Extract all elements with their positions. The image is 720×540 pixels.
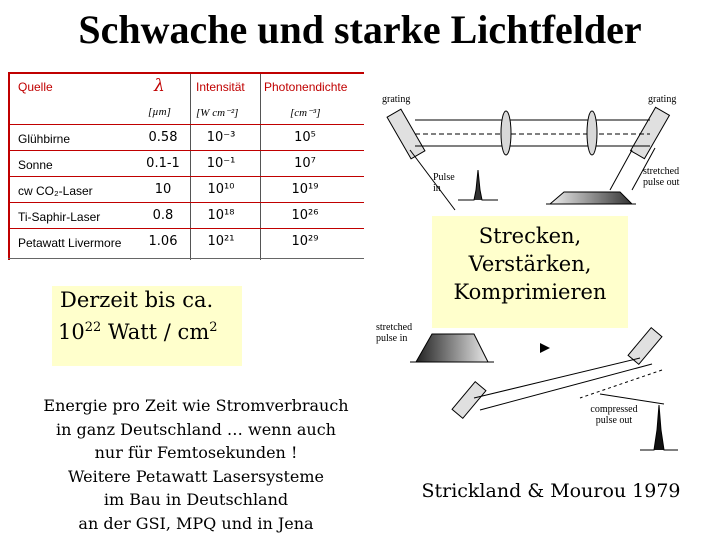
energy-description (26, 394, 366, 535)
column-separator (260, 74, 261, 260)
citation: Strickland & Mourou 1979 (421, 480, 681, 502)
cell-intensity: 10¹⁸ (207, 208, 235, 223)
row-separator (8, 176, 364, 177)
intensity-record-box (52, 286, 242, 366)
compressed-pulse-out-icon (640, 405, 678, 450)
intensity-unit-exponent: 2 (209, 320, 218, 335)
intensity-record-line1: Derzeit bis ca. (60, 288, 214, 312)
cell-photon: 10¹⁹ (291, 182, 319, 197)
lens-icon (501, 111, 511, 155)
stretched-pulse-in-icon (416, 334, 488, 362)
cell-photon: 10⁷ (294, 156, 316, 171)
energy-line: in ganz Deutschland … wenn auch (56, 419, 336, 439)
cpa-diagram (370, 80, 715, 470)
light-source-table (8, 72, 364, 260)
page-title: Schwache und starke Lichtfelder (78, 7, 642, 52)
energy-line: an der GSI, MPQ und in Jena (78, 513, 314, 533)
compressor-grating-icon (628, 328, 662, 365)
header-source: Quelle (18, 80, 53, 94)
row-name: Petawatt Livermore (18, 236, 122, 250)
lens-icon (587, 111, 597, 155)
row-separator (8, 228, 364, 229)
label-pulse-in: Pulse in (433, 172, 455, 194)
label-compressed-pulse-out: compressed pulse out (590, 404, 638, 426)
label-grating-left: grating (382, 94, 411, 105)
row-separator (8, 202, 364, 203)
pulse-in-icon (458, 170, 498, 200)
unit-photon: [cm⁻³] (290, 107, 321, 119)
cpa-step-amplify: Verstärken, (468, 252, 592, 276)
header-lambda: λ (154, 76, 165, 96)
header-photon-density: Photonendichte (264, 80, 348, 94)
cell-photon: 10⁵ (294, 130, 316, 145)
row-separator (8, 150, 364, 151)
cell-photon: 10²⁹ (291, 234, 319, 249)
cell-intensity: 10⁻¹ (206, 156, 236, 171)
row-separator (8, 124, 364, 125)
label-stretched-pulse-in: stretched pulse in (376, 322, 413, 344)
table-bottom-rule (8, 258, 364, 259)
cell-lambda: 10 (154, 182, 172, 197)
right-grating-icon (631, 107, 670, 158)
energy-line: Energie pro Zeit wie Stromverbrauch (43, 396, 349, 415)
stretched-pulse-out-icon (550, 192, 632, 204)
row-name: Sonne (18, 158, 53, 172)
intensity-exponent: 22 (84, 320, 102, 335)
header-intensity: Intensität (196, 80, 245, 94)
cell-lambda: 1.06 (148, 234, 178, 249)
arrow-icon (540, 343, 550, 353)
label-stretched-pulse-out: stretched pulse out (643, 166, 680, 188)
beam-line (610, 150, 632, 190)
unit-intensity: [W cm⁻²] (196, 107, 239, 119)
cpa-step-stretch: Strecken, (478, 224, 582, 248)
unit-lambda: [µm] (148, 106, 171, 118)
cell-intensity: 10¹⁰ (207, 182, 235, 197)
cell-lambda: 0.8 (152, 208, 174, 223)
compressor-grating-icon (452, 382, 486, 419)
energy-line: im Bau in Deutschland (103, 490, 289, 509)
energy-line: nur für Femtosekunden ! (94, 443, 298, 462)
row-name: Ti-Saphir-Laser (18, 210, 101, 224)
table-top-rule (8, 72, 364, 74)
row-name: cw CO₂-Laser (18, 184, 93, 198)
cell-intensity: 10⁻³ (206, 130, 236, 145)
table-left-rule (8, 72, 10, 260)
cell-photon: 10²⁶ (291, 208, 319, 223)
column-separator (190, 74, 191, 260)
cell-intensity: 10²¹ (207, 234, 235, 249)
cpa-step-compress: Komprimieren (453, 280, 607, 304)
row-name: Glühbirne (18, 132, 71, 146)
intensity-record-line2 (58, 320, 218, 344)
intensity-unit: Watt / cm (107, 320, 210, 344)
cell-lambda: 0.1-1 (146, 156, 180, 171)
cell-lambda: 0.58 (148, 130, 178, 145)
intensity-base: 10 (58, 320, 85, 344)
label-grating-right: grating (648, 94, 677, 105)
energy-line: Weitere Petawatt Lasersysteme (68, 466, 324, 486)
